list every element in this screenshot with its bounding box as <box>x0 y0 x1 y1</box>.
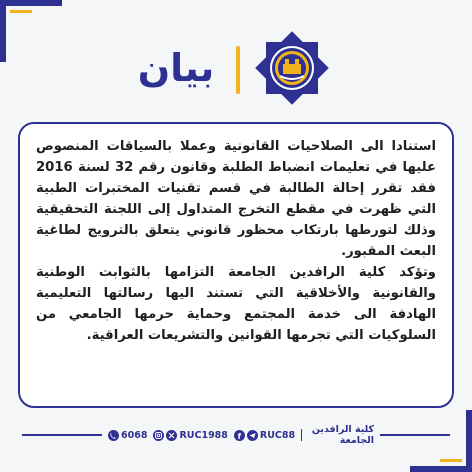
page-title: بيان <box>137 46 215 90</box>
facebook-icon <box>234 430 245 441</box>
handle-text: 6068 <box>121 429 148 441</box>
svg-text:f: f <box>237 431 241 441</box>
statement-card <box>18 122 454 408</box>
social-handle-2[interactable] <box>153 430 227 441</box>
handle-text: RUC1988 <box>179 429 228 441</box>
corner-decoration <box>440 459 462 462</box>
college-logo-icon <box>254 30 330 106</box>
social-handle-1[interactable] <box>234 430 295 441</box>
footer-line <box>380 434 450 436</box>
college-name: كلية الرافدين الجامعة <box>311 424 374 446</box>
paragraph: استنادا الى الصلاحيات القانونية وعملا بالسياقات المنصوص عليها في تعليمات انضباط الطلبة وقانون رقم 32 لسنة 2016 فقد تقرر إحالة الطالبة في قسم تقنيات المختبرات الطبية التي ظهرت في مقطع التخرج المتداول إلى اللجنة التحقيقية وذلك لتورطها بارتكاب محظور قانوني يتعلق بالترويج لطاغية البعث المقبور. <box>36 139 436 259</box>
header <box>0 24 472 120</box>
phone-number[interactable] <box>108 430 147 441</box>
corner-decoration <box>0 0 62 6</box>
corner-decoration <box>410 466 472 472</box>
x-icon <box>166 430 177 441</box>
telegram-icon <box>247 430 258 441</box>
paragraph: وتؤكد كلية الرافدين الجامعة التزامها بالثوابت الوطنية والقانونية والأخلاقية التي تستند اليها رسالتها التعليمية الهادفة الى خدمة المجتمع وحماية حرمها الجامعي من السلوكيات التي تجرمها القوانين والتشريعات العراقية. <box>36 265 436 343</box>
corner-decoration <box>466 410 472 472</box>
footer-bar <box>108 424 374 446</box>
phone-icon <box>108 430 119 441</box>
footer-line <box>22 434 102 436</box>
instagram-icon <box>153 430 164 441</box>
statement-body <box>36 136 436 346</box>
corner-decoration <box>10 10 32 13</box>
footer-separator <box>301 429 302 441</box>
title-divider <box>236 46 240 94</box>
handle-text: RUC88 <box>259 429 296 441</box>
